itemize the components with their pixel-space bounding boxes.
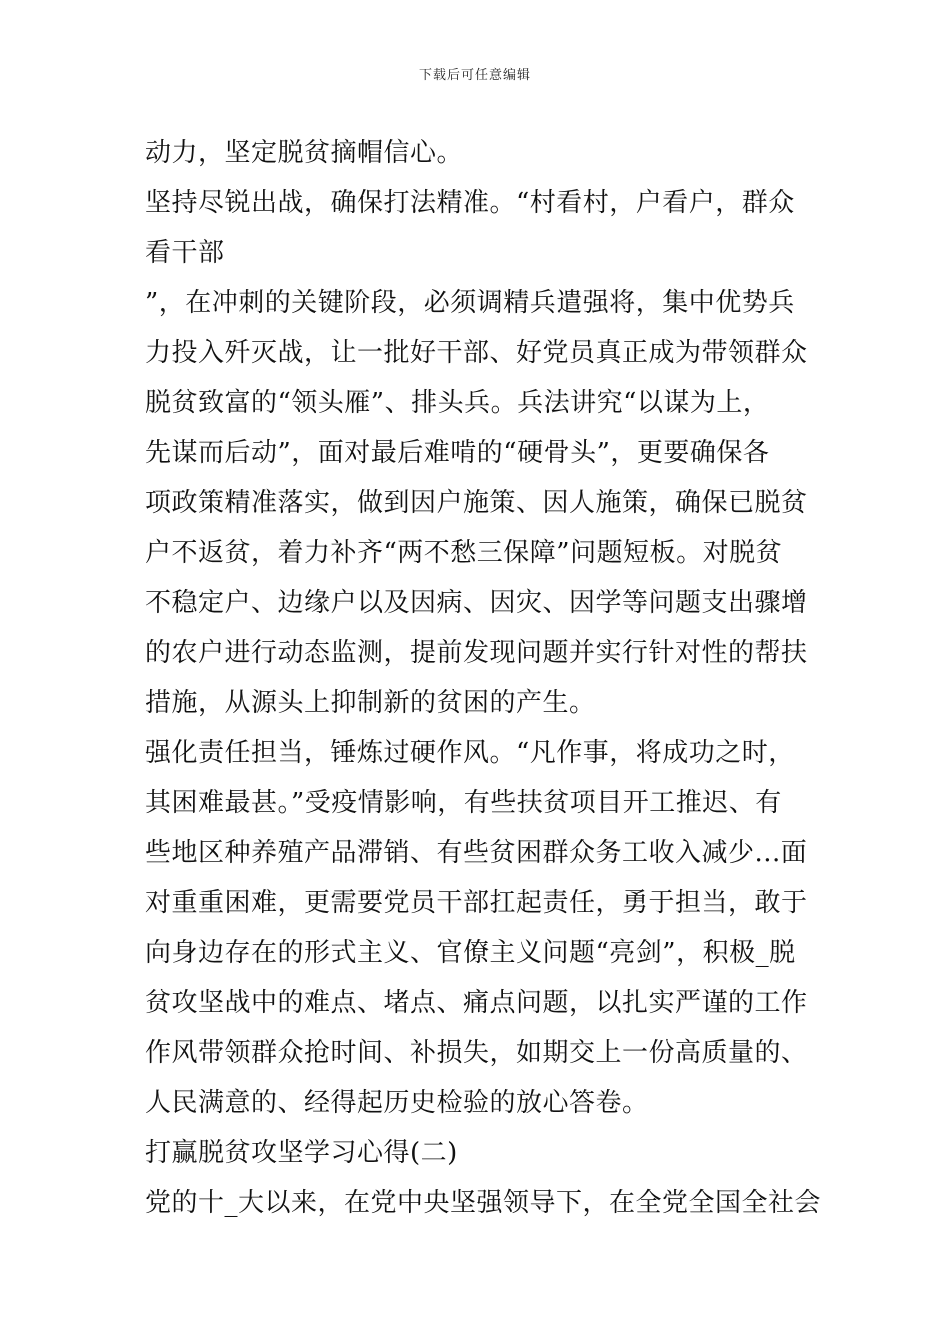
text-line: 强化责任担当，锤炼过硬作风。“凡作事，将成功之时， — [145, 738, 795, 768]
page-header-note: 下载后可任意编辑 — [418, 68, 531, 83]
text-line: 先谋而后动”，面对最后难啃的“硬骨头”，更要确保各 — [145, 438, 770, 468]
text-line: 措施，从源头上抑制新的贫困的产生。 — [145, 688, 596, 718]
text-line: 向身边存在的形式主义、官僚主义问题“亮剑”，积极_脱 — [145, 938, 796, 968]
text-line: 不稳定户、边缘户以及因病、因灾、因学等问题支出骤增 — [145, 588, 808, 618]
text-line: 坚持尽锐出战，确保打法精准。“村看村，户看户，群众 — [145, 188, 795, 218]
text-line: 些地区种养殖产品滞销、有些贫困群众务工收入减少...面 — [145, 838, 808, 868]
document-body — [145, 128, 822, 1228]
text-line: 的农户进行动态监测，提前发现问题并实行针对性的帮扶 — [145, 638, 808, 668]
text-line: 动力，坚定脱贫摘帽信心。 — [145, 138, 464, 168]
text-line: 项政策精准落实，做到因户施策、因人施策，确保已脱贫 — [145, 488, 808, 518]
text-line: 力投入歼灭战，让一批好干部、好党员真正成为带领群众 — [145, 338, 808, 368]
text-line: 看干部 — [145, 238, 225, 268]
text-line: 脱贫致富的“领头雁”、排头兵。兵法讲究“以谋为上， — [145, 388, 770, 418]
text-line: 其困难最甚。”受疫情影响，有些扶贫项目开工推迟、有 — [145, 788, 782, 818]
text-line: 贫攻坚战中的难点、堵点、痛点问题，以扎实严谨的工作 — [145, 988, 808, 1018]
text-line: 户不返贫，着力补齐“两不愁三保障”问题短板。对脱贫 — [145, 538, 783, 568]
text-line: 党的十_大以来，在党中央坚强领导下，在全党全国全社会 — [145, 1188, 822, 1218]
section-heading: 打赢脱贫攻坚学习心得(二) — [145, 1138, 458, 1168]
text-line: 对重重困难，更需要党员干部扛起责任，勇于担当，敢于 — [145, 888, 808, 918]
text-line: 作风带领群众抢时间、补损失，如期交上一份高质量的、 — [145, 1038, 808, 1068]
text-line: 人民满意的、经得起历史检验的放心答卷。 — [145, 1088, 649, 1118]
text-line: ”，在冲刺的关键阶段，必须调精兵遣强将，集中优势兵 — [145, 288, 795, 318]
